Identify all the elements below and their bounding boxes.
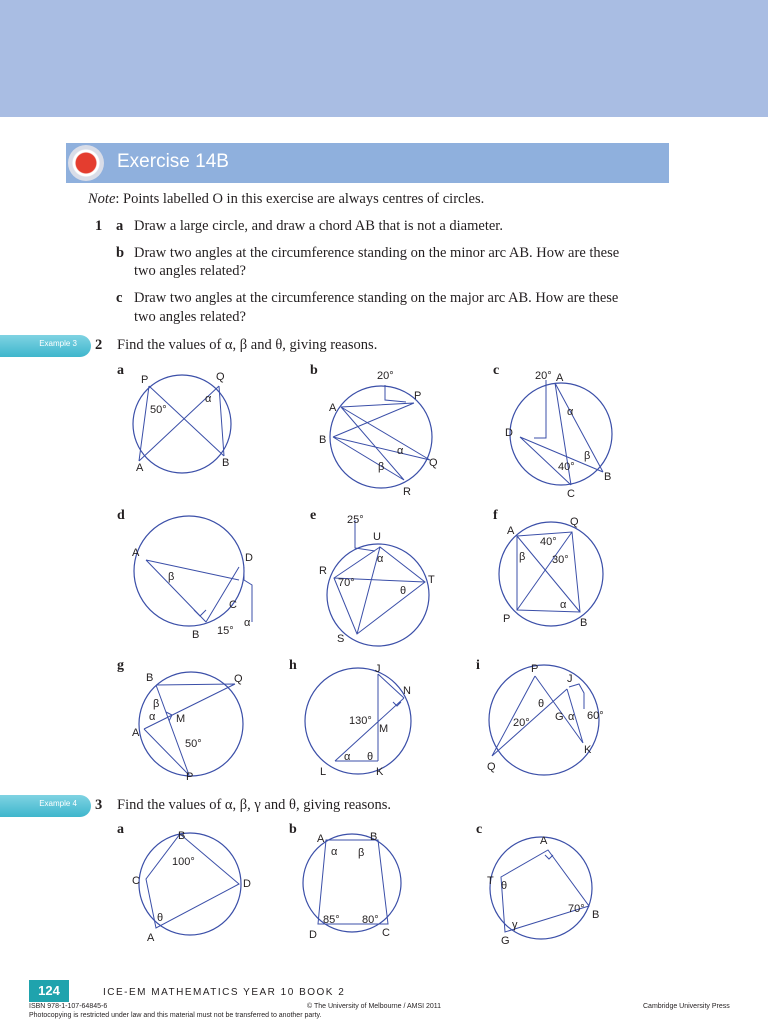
- example-4-tab[interactable]: [0, 795, 91, 817]
- angle-20: 20°: [513, 717, 530, 729]
- angle-15: 15°: [217, 625, 234, 637]
- angle-30: 30°: [552, 554, 569, 566]
- q2-text: Find the values of α, β and θ, giving reasons.: [117, 337, 378, 353]
- figure-3c: [487, 826, 607, 951]
- q1-part-b-text-1: Draw two angles at the circumference standing on the minor arc AB. How are these: [134, 245, 620, 261]
- angle-70: 70°: [568, 903, 585, 915]
- label-J: J: [567, 673, 573, 685]
- label-D: D: [245, 552, 253, 564]
- label-G: G: [555, 711, 564, 723]
- label-R: R: [319, 565, 327, 577]
- q1-part-b-text-2: two angles related?: [134, 263, 246, 279]
- q2-part-a-label: a: [117, 363, 124, 378]
- label-D: D: [505, 427, 513, 439]
- alpha: α: [560, 599, 567, 611]
- label-A: A: [132, 727, 140, 739]
- beta: β: [153, 698, 160, 710]
- beta: β: [584, 450, 591, 462]
- q2-part-e-label: e: [310, 508, 317, 523]
- note-prefix: Note: [88, 191, 116, 207]
- figure-2c: [500, 365, 630, 500]
- label-B: B: [192, 629, 200, 641]
- label-B: B: [146, 672, 154, 684]
- q2-part-f-label: f: [493, 508, 498, 523]
- label-A: A: [132, 547, 140, 559]
- label-Q: Q: [216, 371, 225, 383]
- angle-40: 40°: [558, 461, 575, 473]
- example-3-tab[interactable]: [0, 335, 91, 357]
- label-B: B: [604, 471, 612, 483]
- q1-part-c-label: c: [116, 290, 123, 306]
- theta: θ: [501, 880, 508, 892]
- label-T: T: [428, 574, 435, 586]
- circle: [134, 516, 244, 626]
- q2-part-i-label: i: [476, 658, 480, 673]
- isbn: ISBN 978-1-107-64845-6: [29, 1003, 108, 1010]
- top-banner: [0, 0, 768, 117]
- label-Q: Q: [570, 516, 579, 528]
- beta: β: [168, 571, 175, 583]
- figure-2g: [128, 665, 258, 785]
- alpha: α: [567, 406, 574, 418]
- label-B: B: [370, 831, 378, 843]
- alpha: α: [205, 393, 212, 405]
- label-P: P: [141, 374, 149, 386]
- label-R: R: [403, 486, 411, 498]
- angle-50: 50°: [185, 738, 202, 750]
- label-P: P: [531, 663, 539, 675]
- beta: β: [519, 551, 526, 563]
- beta: β: [378, 461, 385, 473]
- alpha: α: [568, 711, 575, 723]
- figure-3b: [303, 826, 423, 946]
- label-A: A: [540, 835, 548, 847]
- label-C: C: [382, 927, 390, 939]
- example-3-tab-label: Example 3: [39, 339, 77, 348]
- theta: θ: [157, 912, 164, 924]
- label-M: M: [379, 723, 389, 735]
- exercise-bullet-icon: [68, 145, 104, 181]
- label-B: B: [580, 617, 588, 629]
- label-C: C: [567, 488, 575, 500]
- alpha: α: [331, 846, 338, 858]
- alpha: α: [377, 553, 384, 565]
- theta: θ: [538, 698, 545, 710]
- q3-text: Find the values of α, β, γ and θ, giving reasons.: [117, 797, 391, 813]
- angle-25: 25°: [347, 514, 364, 526]
- figure-3a: [130, 826, 260, 946]
- label-T: T: [487, 875, 494, 887]
- example-4-tab-label: Example 4: [39, 799, 77, 808]
- q2-part-c-label: c: [493, 363, 500, 378]
- label-L: L: [320, 766, 327, 778]
- angle-20: 20°: [377, 370, 394, 382]
- label-M: M: [176, 713, 186, 725]
- theta: θ: [367, 751, 374, 763]
- label-A: A: [507, 525, 515, 537]
- alpha: α: [344, 751, 351, 763]
- beta: β: [358, 847, 365, 859]
- label-Q: Q: [429, 457, 438, 469]
- angle-50: 50°: [150, 404, 167, 416]
- circle: [489, 665, 599, 775]
- label-K: K: [376, 766, 384, 778]
- label-Q: Q: [234, 673, 243, 685]
- alpha: α: [149, 711, 156, 723]
- photocopy-notice: Photocopying is restricted under law and this material must not be transferred to another party.: [29, 1012, 322, 1019]
- label-B: B: [222, 457, 230, 469]
- note-line: [88, 189, 484, 209]
- label-C: C: [229, 599, 237, 611]
- label-P: P: [414, 390, 422, 402]
- label-B: B: [319, 434, 327, 446]
- label-A: A: [147, 932, 155, 944]
- label-B: B: [178, 830, 186, 842]
- q2-part-h-label: h: [289, 658, 297, 673]
- label-D: D: [309, 929, 317, 941]
- angle-85: 85°: [323, 914, 340, 926]
- figure-2i: [485, 660, 615, 780]
- publisher: Cambridge University Press: [643, 1003, 730, 1010]
- label-K: K: [584, 744, 592, 756]
- angle-70: 70°: [338, 577, 355, 589]
- q1-number: 1: [95, 218, 103, 234]
- label-B: B: [592, 909, 600, 921]
- label-G: G: [501, 935, 510, 947]
- label-Q: Q: [487, 761, 496, 773]
- angle-40: 40°: [540, 536, 557, 548]
- figure-2f: [500, 510, 615, 635]
- angle-80: 80°: [362, 914, 379, 926]
- book-title: ICE-EM MATHEMATICS YEAR 10 BOOK 2: [103, 987, 346, 998]
- label-A: A: [329, 402, 337, 414]
- circle: [303, 834, 401, 932]
- figure-2h: [300, 660, 430, 785]
- q3-part-b-label: b: [289, 822, 297, 837]
- label-J: J: [375, 663, 381, 675]
- q3-part-c-label: c: [476, 822, 483, 837]
- figure-2e: [315, 510, 445, 650]
- figure-2a: [120, 365, 250, 480]
- q2-part-b-label: b: [310, 363, 318, 378]
- alpha: α: [397, 445, 404, 457]
- page-number: 124: [29, 980, 69, 1002]
- label-N: N: [403, 685, 411, 697]
- q1-part-b-label: b: [116, 245, 125, 261]
- label-U: U: [373, 531, 381, 543]
- label-C: C: [132, 875, 140, 887]
- q2-number: 2: [95, 337, 103, 353]
- alpha: α: [244, 617, 251, 629]
- label-P: P: [503, 613, 511, 625]
- circle: [133, 375, 231, 473]
- note-text: : Points labelled O in this exercise are always centres of circles.: [115, 191, 485, 207]
- label-S: S: [337, 633, 345, 645]
- q3-number: 3: [95, 797, 103, 813]
- label-D: D: [243, 878, 251, 890]
- q1-part-c-text-1: Draw two angles at the circumference standing on the major arc AB. How are these: [134, 290, 619, 306]
- q1-part-c-text-2: two angles related?: [134, 309, 246, 325]
- angle-20: 20°: [535, 370, 552, 382]
- label-A: A: [136, 462, 144, 474]
- label-P: P: [186, 771, 194, 783]
- figure-2d: [128, 510, 258, 640]
- label-A: A: [556, 372, 564, 384]
- angle-130: 130°: [349, 715, 372, 727]
- copyright: © The University of Melbourne / AMSI 2011: [307, 1003, 442, 1010]
- gamma: γ: [512, 919, 518, 931]
- angle-60: 60°: [587, 710, 604, 722]
- angle-100: 100°: [172, 856, 195, 868]
- q3-part-a-label: a: [117, 822, 124, 837]
- q1-part-a-text: Draw a large circle, and draw a chord AB that is not a diameter.: [134, 218, 503, 234]
- q2-part-d-label: d: [117, 508, 125, 523]
- figure-2b: [310, 365, 450, 500]
- theta: θ: [400, 585, 407, 597]
- q1-part-a-label: a: [116, 218, 124, 234]
- q2-part-g-label: g: [117, 658, 124, 673]
- label-A: A: [317, 833, 325, 845]
- exercise-title: Exercise 14B: [117, 151, 229, 172]
